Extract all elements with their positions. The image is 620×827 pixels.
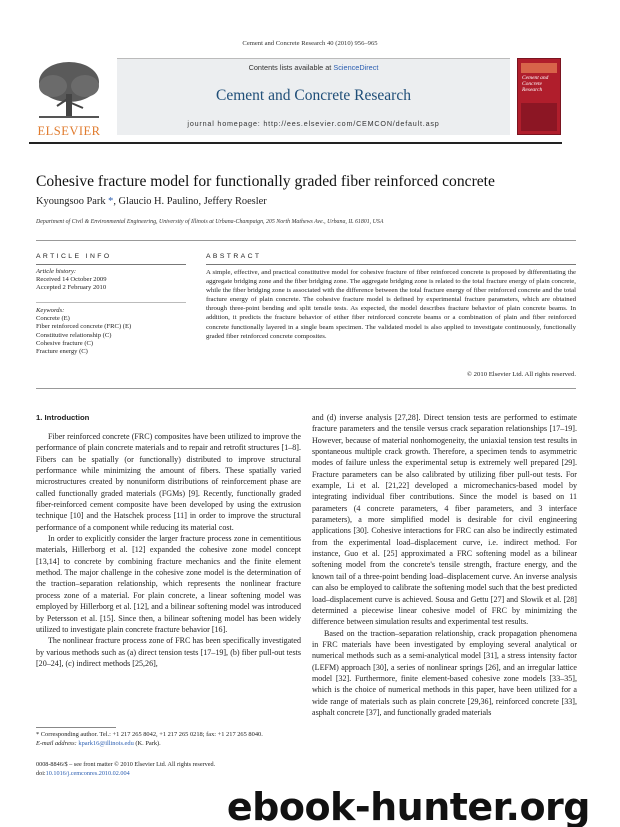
body-column-left [36,431,301,669]
divider [36,388,576,389]
abstract-text: A simple, effective, and practical constitutive model for cohesive fracture of fiber reinforced concrete is proposed by differentiating the aggregate bridging zone and the fiber bridging zone. The aggregate bridging zone is related to the total fracture energy of plain concrete, while the fiber bridging zone is associated with the difference between the total fracture energy of fiber reinforced concrete and the total fracture energy of plain concrete. The cohesive fracture model is defined by experimental fracture parameters, which are obtained through three-point bending and split tensile tests. As expected, the model describes fracture behavior of plain concrete beams. In addition, it predicts the fracture behavior of either fiber reinforced concrete beams or a combination of plain and fiber reinforced concrete functionally layered in a single beam specimen. The validated model is also applied to investigate continuously, functionally graded fiber reinforced concrete composites. [206,269,576,340]
divider [36,302,186,303]
abstract-copyright: © 2010 Elsevier Ltd. All rights reserved. [466,371,576,378]
paragraph: In order to explicitly consider the larger fracture process zone in cementitious materials, Hillerborg et al. [12] expanded the cohesive zone model concept [13,14] to concrete by combining fracture mechanics and the finite element method. The major challenge in the cohesive zone model is the determination of the traction–separation relationship, which represents the nonlinear fracture process zone of a material. For plain concrete, a linear softening model was employed by Hillerborg et al. [12], and a bilinear softening model was introduced by Petersson et al. [15]. Since then, a bilinear softening model has been widely utilized to investigate plain concrete fracture behavior [16]. [36,534,301,634]
journal-title: Cement and Concrete Research [216,87,411,104]
author-list: Kyoungsoo Park *, Glaucio H. Paulino, Jeffery Roesler [36,196,267,207]
cover-title: Cement and Concrete Research [522,75,549,93]
header-rule [29,142,562,144]
watermark: ebook-hunter.org [226,785,590,827]
section-heading: 1. Introduction [36,413,90,422]
contents-available: Contents lists available at ScienceDirect [248,63,379,72]
keyword: Fiber reinforced concrete (FRC) (E) [36,323,132,331]
issn-line: 0008-8846/$ – see front matter © 2010 Elsevier Ltd. All rights reserved. [36,761,216,768]
cover-bottom-panel [521,103,557,131]
keyword: Fracture energy (C) [36,348,88,356]
divider [36,240,576,241]
corresponding-author-mark[interactable]: * [105,196,114,207]
doi-link[interactable]: 10.1016/j.cemconres.2010.02.004 [45,769,130,777]
elsevier-wordmark: ELSEVIER [37,124,101,138]
paragraph: Fiber reinforced concrete (FRC) composites have been utilized to improve the performance of plain concrete materials and to repair and retrofit structures [1–8]. Fibers can be spatially (or functionally) distributed to improve structural performance while minimizing the amount of fibers. These spatially varied microstructures created by nonuniform distributions of reinforcement phase are called functionally graded materials (FGMs) [9]. Recently, functionally graded fiber-reinforced cement composite have been developed by using the extrusion technique [10] and the Hatschek process [11] in order to improve the structural performance of a component while reducing its material cost. [36,432,301,532]
keyword: Cohesive fracture (C) [36,339,94,347]
keywords: Keywords: Concrete (E) Fiber reinforced concrete (FRC) (E) Constitutive relationship (C) Cohesive fracture (C) Fracture energy (C) [36,307,186,356]
affiliation: Department of Civil & Environmental Engineering, University of Illinois at Urbana-Champaign, 205 North Mathews Ave., Urbana, IL 61801, USA [36,219,384,225]
divider [36,264,186,265]
footnote-rule [36,727,116,728]
paragraph: The nonlinear fracture process zone of FRC has been specifically investigated by various methods such as (a) direct tension tests [17–19], (b) fiber pull-out tests [20–24], (c) indirect methods [25,26], [36,636,301,668]
cover-image-band [521,63,557,73]
running-header: Cement and Concrete Research 40 (2010) 956–965 [242,40,378,47]
accepted-date: Accepted 2 February 2010 [36,284,107,292]
received-date: Received 14 October 2009 [36,276,107,284]
article-title: Cohesive fracture model for functionally graded fiber reinforced concrete [36,173,495,190]
issn-doi: 0008-8846/$ – see front matter © 2010 Elsevier Ltd. All rights reserved. doi:10.1016/j.cemconres.2010.02.004 [36,761,336,778]
article-history: Article history: Received 14 October 2009 Accepted 2 February 2010 [36,268,186,293]
divider [206,264,576,265]
keyword: Constitutive relationship (C) [36,331,112,339]
sciencedirect-link[interactable]: ScienceDirect [333,63,379,72]
body-column-right [312,412,577,718]
abstract-heading: ABSTRACT [206,253,262,260]
journal-homepage[interactable]: journal homepage: http://ees.elsevier.com/CEMCON/default.asp [187,119,440,128]
keyword: Concrete (E) [36,315,70,323]
paragraph: and (d) inverse analysis [27,28]. Direct tension tests are performed to estimate fracture parameters and the tensile versus crack separation relationships [17–19]. However, because of material nonhomogeneity, the uniaxial tension test results in spontaneous multiple crack growth. Therefore, a specimen tends to asymmetric modes of failure unless the experimental setup is extremely well prepared [29]. Fracture parameters can be also calibrated by utilizing fiber pull-out tests. For example, Li et al. [21,22] developed a micromechanics-based model by integrating individual fiber contributions. Since the model is based on 11 parameters (4 concrete parameters, 4 fiber parameters, and 3 interface parameters), a more simplified model is desirable for civil engineering applications [30]. Cohesive interactions for FRC can also be indirectly estimated from the experimental load–displacement curve, i.e. indirect method. For instance, Guo et al. [25] approximated a FRC softening model as a bilinear softening model from the concrete's tensile strength, fracture energy, and the known tail of a three-point bending load–displacement curve. An inverse analysis can also be employed to calibrate the softening model such that the best predicted load–displacement curve is achieved. Sousa and Gettu [27] and Slowik et al. [28] determined a piecewise linear cohesive model of FRC by minimizing the difference between simulation results and experimental test results. [312,413,577,627]
journal-cover-thumbnail [517,58,561,135]
header-top-line [117,58,510,59]
corresponding-author-note: * Corresponding author. Tel.: +1 217 265 8042, +1 217 265 0218; fax: +1 217 265 8040. [36,731,263,738]
article-info-heading: ARTICLE INFO [36,253,112,260]
email-link[interactable]: kpark16@illinois.edu [78,739,134,747]
footnote: * Corresponding author. Tel.: +1 217 265 8042, +1 217 265 0218; fax: +1 217 265 8040. E-mail address: kpark16@illinois.edu (K. Park). [36,731,301,748]
paragraph: Based on the traction–separation relationship, crack propagation phenomena in FRC materials have been investigated by employing several analytical or numerical methods such as a semi-analytical model [31], a stress intensity factor (LEFM) approach [30], a series of nonlinear springs [26], and an irregular lattice model [32]. Furthermore, finite element-based cohesive zone models [33–35], which is the choice of numerical methods in this paper, have been utilized for a wide range of materials such as plain concrete [29,36], reinforced concrete [33], asphalt concrete [37], and functionally graded materials [312,628,577,717]
